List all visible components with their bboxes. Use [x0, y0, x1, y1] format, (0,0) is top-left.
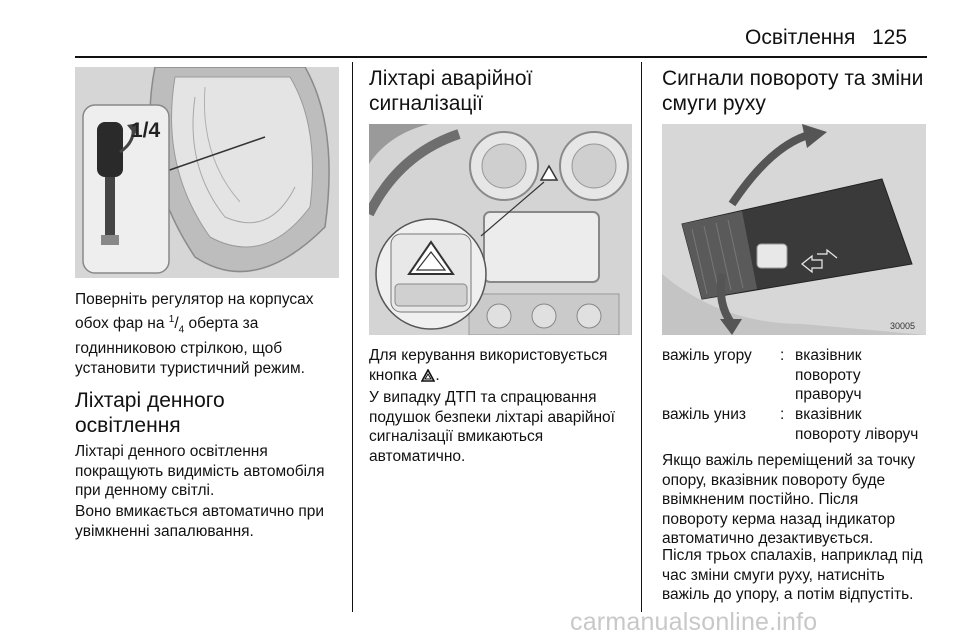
def-term-lever-up: важіль угору	[662, 347, 752, 364]
col1-para1-line3: годинниковою стрілкою, щоб	[75, 340, 283, 358]
page-header-title: Освітлення	[745, 26, 856, 49]
turn-signal-lever-figure	[662, 124, 926, 335]
col1-paragraph-2: Ліхтарі денного освітлення покращують видимість автомобіля при денному світлі.	[75, 443, 325, 499]
hazard-lights-heading: Ліхтарі аварійної сигналізації	[369, 67, 533, 115]
fraction-numerator: 1	[168, 313, 175, 325]
def-colon-1: :	[780, 347, 785, 364]
figure-number: 30005	[890, 321, 916, 331]
col1-para1-line2: обох фар на $^1/_4$ оберта за	[75, 313, 259, 335]
hazard-warning-icon	[421, 368, 435, 388]
turn-signals-heading: Сигнали повороту та зміни смуги руху	[662, 67, 924, 115]
column-divider-1	[352, 62, 353, 612]
watermark: carmanualsonline.info	[570, 608, 818, 636]
def-desc-left-indicator: вказівник повороту ліворуч	[795, 406, 919, 443]
column-divider-2	[641, 62, 642, 612]
col2-paragraph-1: Для керування використовується кнопка .	[369, 346, 637, 387]
col1-paragraph-3: Воно вмикається автоматично при увімкненні запалювання.	[75, 503, 325, 540]
dashboard-illustration	[369, 124, 632, 335]
daytime-lights-heading: Ліхтарі денного освітлення	[75, 389, 225, 437]
col1-paragraph-1	[75, 290, 345, 378]
col2-paragraph-2: У випадку ДТП та спрацювання подушок безпеки ліхтарі аварійної сигналізації вмикаються автоматично.	[369, 389, 615, 465]
header-rule	[75, 56, 927, 58]
fraction-denominator: 4	[178, 323, 185, 335]
headlight-adjustment-figure	[75, 67, 339, 278]
def-colon-2: :	[780, 406, 785, 423]
def-term-lever-down: важіль униз	[662, 406, 746, 423]
col1-para1-line1: Поверніть регулятор на корпусах	[75, 291, 314, 308]
page-number: 125	[872, 26, 908, 49]
headlight-illustration	[75, 67, 339, 278]
def-desc-right-indicator: вказівник повороту праворуч	[795, 347, 862, 403]
hazard-button-figure	[369, 124, 632, 335]
col1-para1-line4: установити туристичний режим.	[75, 359, 305, 377]
col3-paragraph-2: Після трьох спалахів, наприклад під час зміни смуги руху, натисніть важіль до упору, а потім відпустіть.	[662, 547, 923, 603]
col3-paragraph-1: Якщо важіль переміщений за точку опору, вказівник повороту буде ввімкненим постійно. Після повороту керма назад індикатор автоматично дезактивується.	[662, 452, 916, 547]
figure-label-quarter-turn: 1/4	[131, 119, 161, 142]
lever-illustration	[662, 124, 926, 335]
